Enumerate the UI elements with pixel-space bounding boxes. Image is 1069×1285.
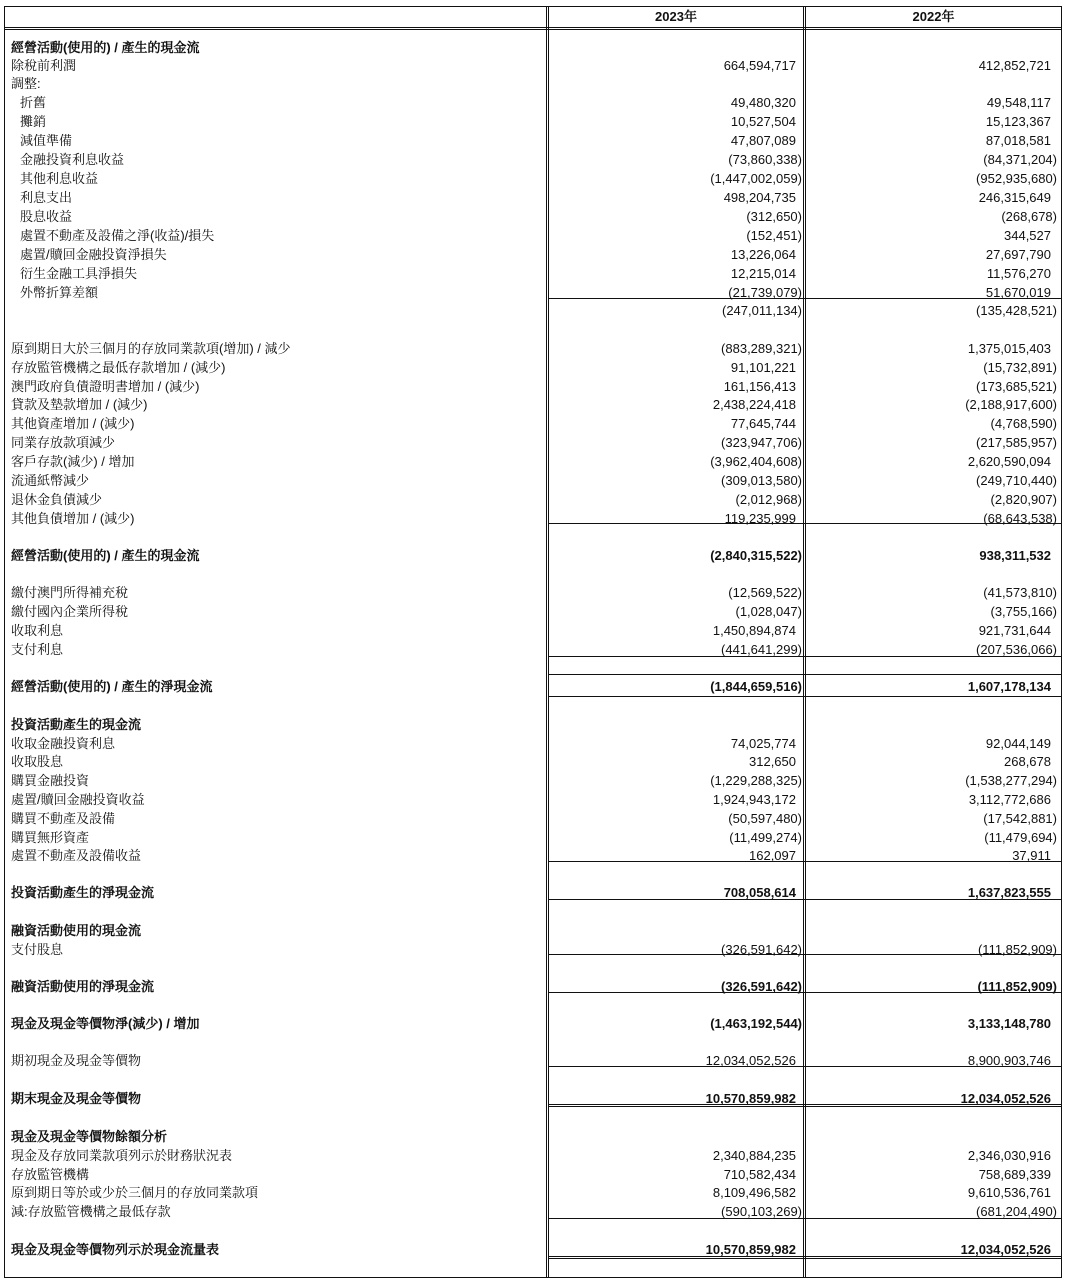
row-label: 存放監管機構之最低存款增加 / (減少) (11, 360, 226, 375)
row-label: 現金及現金等價物餘額分析 (11, 1129, 168, 1144)
row-label: 除稅前利潤 (11, 58, 77, 73)
row-label: 購買不動產及設備 (11, 811, 116, 826)
value-2022: (111,852,909) (977, 979, 1057, 994)
table-row (4, 471, 1062, 490)
value-2023: (152,451) (746, 228, 802, 243)
border-top (4, 6, 1062, 7)
value-2022: 938,311,532 (979, 548, 1051, 563)
row-label: 繳付國內企業所得稅 (11, 604, 129, 619)
value-2023: 10,570,859,982 (705, 1091, 796, 1106)
value-2022: 758,689,339 (978, 1167, 1051, 1182)
header-2023: 2023年 (655, 9, 697, 24)
row-label: 支付利息 (11, 642, 64, 657)
row-label: 經營活動(使用的) / 產生的現金流 (11, 548, 200, 563)
table-row (4, 602, 1062, 621)
table-row (4, 1146, 1062, 1165)
value-2022: 3,133,148,780 (967, 1016, 1051, 1031)
row-label: 投資活動產生的現金流 (11, 717, 142, 732)
value-2023: 8,109,496,582 (712, 1185, 796, 1200)
value-2022: 1,375,015,403 (967, 341, 1051, 356)
table-row (4, 1089, 1062, 1108)
row-label: 同業存放款項減少 (11, 435, 116, 450)
row-label: 融資活動使用的淨現金流 (11, 979, 155, 994)
row-label: 繳付澳門所得補充稅 (11, 585, 129, 600)
value-2023: (312,650) (746, 209, 802, 224)
value-2022: 92,044,149 (985, 736, 1051, 751)
row-label: 澳門政府負債證明書增加 / (減少) (11, 379, 200, 394)
table-row (4, 490, 1062, 509)
value-2023: 710,582,434 (723, 1167, 796, 1182)
table-row (4, 846, 1062, 865)
value-2023: 2,340,884,235 (712, 1148, 796, 1163)
value-2023: (309,013,580) (721, 473, 802, 488)
row-label: 融資活動使用的現金流 (11, 923, 142, 938)
table-row (4, 56, 1062, 75)
value-2023: (326,591,642) (721, 979, 802, 994)
value-2023: 498,204,735 (723, 190, 796, 205)
value-2022: 3,112,772,686 (968, 792, 1051, 807)
value-2023: 10,570,859,982 (705, 1242, 796, 1257)
row-label: 外幣折算差額 (20, 285, 99, 300)
rule (548, 696, 1062, 697)
table-row (4, 358, 1062, 377)
row-label: 其他資產增加 / (減少) (11, 416, 135, 431)
value-2023: (21,739,079) (728, 285, 802, 300)
value-2023: (11,499,274) (729, 830, 802, 845)
row-label: 利息支出 (20, 190, 73, 205)
value-2022: 9,610,536,761 (967, 1185, 1051, 1200)
value-2023: (590,103,269) (721, 1204, 802, 1219)
value-2023: (2,012,968) (735, 492, 802, 507)
value-2023: 161,156,413 (723, 379, 796, 394)
table-row (4, 583, 1062, 602)
table-row (4, 414, 1062, 433)
table-row (4, 809, 1062, 828)
border-bottom (4, 1277, 1062, 1278)
value-2023: 47,807,089 (730, 133, 796, 148)
row-label: 處置不動產及設備收益 (11, 848, 142, 863)
value-2023: (2,840,315,522) (710, 548, 802, 563)
value-2022: 268,678 (1004, 754, 1051, 769)
value-2022: (681,204,490) (976, 1204, 1057, 1219)
value-2022: (952,935,680) (976, 171, 1057, 186)
row-label: 現金及現金等價物淨(減少) / 增加 (11, 1016, 200, 1031)
value-2023: (12,569,522) (728, 585, 802, 600)
table-row (4, 207, 1062, 226)
row-label: 支付股息 (11, 942, 64, 957)
value-2022: (17,542,881) (983, 811, 1057, 826)
table-row (4, 1014, 1062, 1033)
value-2022: (268,678) (1001, 209, 1057, 224)
row-label: 處置不動產及設備之淨(收益)/損失 (20, 228, 215, 243)
value-2022: (68,643,538) (983, 511, 1057, 526)
value-2022: 8,900,903,746 (967, 1053, 1051, 1068)
table-row (4, 433, 1062, 452)
table-row (4, 112, 1062, 131)
table-row (4, 188, 1062, 207)
value-2022: (4,768,590) (990, 416, 1057, 431)
table-row (4, 546, 1062, 565)
row-label: 調整: (11, 76, 41, 91)
value-2023: 1,924,943,172 (712, 792, 796, 807)
value-2022: 49,548,117 (986, 95, 1051, 110)
value-2023: (1,229,288,325) (710, 773, 802, 788)
table-row (4, 883, 1062, 902)
value-2023: 91,101,221 (730, 360, 796, 375)
table-row (4, 715, 1062, 734)
value-2023: (1,463,192,544) (710, 1016, 802, 1031)
row-label: 經營活動(使用的) / 產生的淨現金流 (11, 679, 213, 694)
value-2022: 1,637,823,555 (967, 885, 1051, 900)
value-2022: (135,428,521) (976, 303, 1057, 318)
table-row (4, 1183, 1062, 1202)
value-2023: 12,034,052,526 (705, 1053, 796, 1068)
value-2023: 74,025,774 (730, 736, 796, 751)
value-2022: (111,852,909) (977, 942, 1057, 957)
row-label: 現金及存放同業款項列示於財務狀況表 (11, 1148, 233, 1163)
row-label: 貸款及墊款增加 / (減少) (11, 397, 148, 412)
value-2023: (247,011,134) (722, 303, 802, 318)
value-2022: 246,315,649 (978, 190, 1051, 205)
row-label: 折舊 (20, 95, 47, 110)
table-row (4, 169, 1062, 188)
table-row (4, 734, 1062, 753)
table-row (4, 264, 1062, 283)
value-2022: 921,731,644 (978, 623, 1051, 638)
value-2023: (1,844,659,516) (710, 679, 802, 694)
value-2022: 2,346,030,916 (967, 1148, 1051, 1163)
row-label: 購買無形資產 (11, 830, 90, 845)
value-2022: 12,034,052,526 (960, 1242, 1051, 1257)
cash-flow-statement (4, 6, 1062, 1278)
value-2022: (2,188,917,600) (965, 397, 1057, 412)
value-2023: 312,650 (749, 754, 796, 769)
row-label: 原到期日大於三個月的存放同業款項(增加) / 減少 (11, 341, 291, 356)
table-row (4, 828, 1062, 847)
value-2023: 77,645,744 (730, 416, 796, 431)
value-2022: (207,536,066) (976, 642, 1057, 657)
row-label: 處置/贖回金融投資收益 (11, 792, 145, 807)
value-2023: 10,527,504 (730, 114, 796, 129)
table-row (4, 301, 1062, 320)
row-label: 收取利息 (11, 623, 64, 638)
row-label: 收取金融投資利息 (11, 736, 116, 751)
table-row (4, 131, 1062, 150)
table-row (4, 640, 1062, 659)
table-row (4, 677, 1062, 696)
value-2022: 12,034,052,526 (960, 1091, 1051, 1106)
value-2023: 12,215,014 (730, 266, 796, 281)
table-row (4, 377, 1062, 396)
value-2023: (3,962,404,608) (710, 454, 802, 469)
value-2023: 708,058,614 (723, 885, 796, 900)
value-2023: 664,594,717 (723, 58, 796, 73)
value-2023: 1,450,894,874 (712, 623, 796, 638)
value-2022: (3,755,166) (990, 604, 1057, 619)
table-row (4, 1240, 1062, 1259)
row-label: 金融投資利息收益 (20, 152, 125, 167)
row-label: 期初現金及現金等價物 (11, 1053, 142, 1068)
value-2022: (249,710,440) (976, 473, 1057, 488)
row-label: 現金及現金等價物列示於現金流量表 (11, 1242, 220, 1257)
value-2022: 87,018,581 (985, 133, 1051, 148)
table-row (4, 921, 1062, 940)
value-2023: (326,591,642) (721, 942, 802, 957)
table-row (4, 38, 1062, 57)
value-2022: (2,820,907) (990, 492, 1057, 507)
row-label: 購買金融投資 (11, 773, 90, 788)
row-label: 攤銷 (20, 114, 47, 129)
row-label: 其他負債增加 / (減少) (11, 511, 135, 526)
value-2022: 11,576,270 (986, 266, 1051, 281)
value-2022: (217,585,957) (976, 435, 1057, 450)
table-row (4, 1165, 1062, 1184)
header-2022: 2022年 (912, 9, 955, 24)
row-label: 股息收益 (20, 209, 73, 224)
value-2022: (173,685,521) (976, 379, 1057, 394)
table-row (4, 1051, 1062, 1070)
table-row (4, 150, 1062, 169)
value-2023: 162,097 (749, 848, 796, 863)
table-row (4, 771, 1062, 790)
value-2023: 119,235,999 (724, 511, 796, 526)
value-2022: 344,527 (1004, 228, 1051, 243)
value-2023: (883,289,321) (721, 341, 802, 356)
value-2022: 2,620,590,094 (967, 454, 1051, 469)
row-label: 減值準備 (20, 133, 73, 148)
row-label: 減:存放監管機構之最低存款 (11, 1204, 171, 1219)
row-label: 其他利息收益 (20, 171, 99, 186)
row-label: 收取股息 (11, 754, 64, 769)
header-rule-2 (4, 29, 1062, 30)
table-row (4, 509, 1062, 528)
value-2022: 27,697,790 (985, 247, 1051, 262)
value-2022: (41,573,810) (983, 585, 1057, 600)
row-label: 期末現金及現金等價物 (11, 1091, 142, 1106)
row-label: 投資活動產生的淨現金流 (11, 885, 155, 900)
table-row (4, 1127, 1062, 1146)
value-2023: 13,226,064 (730, 247, 796, 262)
row-label: 衍生金融工具淨損失 (20, 266, 138, 281)
table-row (4, 93, 1062, 112)
row-label: 經營活動(使用的) / 產生的現金流 (11, 40, 200, 55)
table-row (4, 339, 1062, 358)
value-2023: (323,947,706) (721, 435, 802, 450)
table-row (4, 283, 1062, 302)
row-label: 退休金負債減少 (11, 492, 103, 507)
table-row (4, 1202, 1062, 1221)
row-label: 客戶存款(減少) / 增加 (11, 454, 135, 469)
table-row (4, 977, 1062, 996)
value-2022: 51,670,019 (985, 285, 1051, 300)
value-2022: (1,538,277,294) (965, 773, 1057, 788)
value-2022: (11,479,694) (984, 830, 1057, 845)
table-row (4, 226, 1062, 245)
value-2023: (73,860,338) (728, 152, 802, 167)
row-label: 流通紙幣減少 (11, 473, 90, 488)
table-row (4, 395, 1062, 414)
rule (548, 674, 1062, 675)
row-label: 原到期日等於或少於三個月的存放同業款項 (11, 1185, 259, 1200)
table-row (4, 74, 1062, 93)
table-row (4, 245, 1062, 264)
value-2023: (441,641,299) (721, 642, 802, 657)
table-row (4, 452, 1062, 471)
table-row (4, 752, 1062, 771)
value-2023: 49,480,320 (730, 95, 796, 110)
header-rule (4, 27, 1062, 28)
value-2022: (15,732,891) (983, 360, 1057, 375)
value-2023: (1,028,047) (735, 604, 802, 619)
value-2023: (1,447,002,059) (710, 171, 802, 186)
value-2023: 2,438,224,418 (712, 397, 796, 412)
value-2022: 412,852,721 (978, 58, 1051, 73)
row-label: 存放監管機構 (11, 1167, 90, 1182)
table-row (4, 940, 1062, 959)
value-2022: (84,371,204) (983, 152, 1057, 167)
value-2022: 15,123,367 (985, 114, 1051, 129)
value-2022: 1,607,178,134 (967, 679, 1051, 694)
table-row (4, 621, 1062, 640)
table-row (4, 790, 1062, 809)
value-2022: 37,911 (1012, 848, 1051, 863)
row-label: 處置/贖回金融投資淨損失 (20, 247, 167, 262)
value-2023: (50,597,480) (728, 811, 802, 826)
